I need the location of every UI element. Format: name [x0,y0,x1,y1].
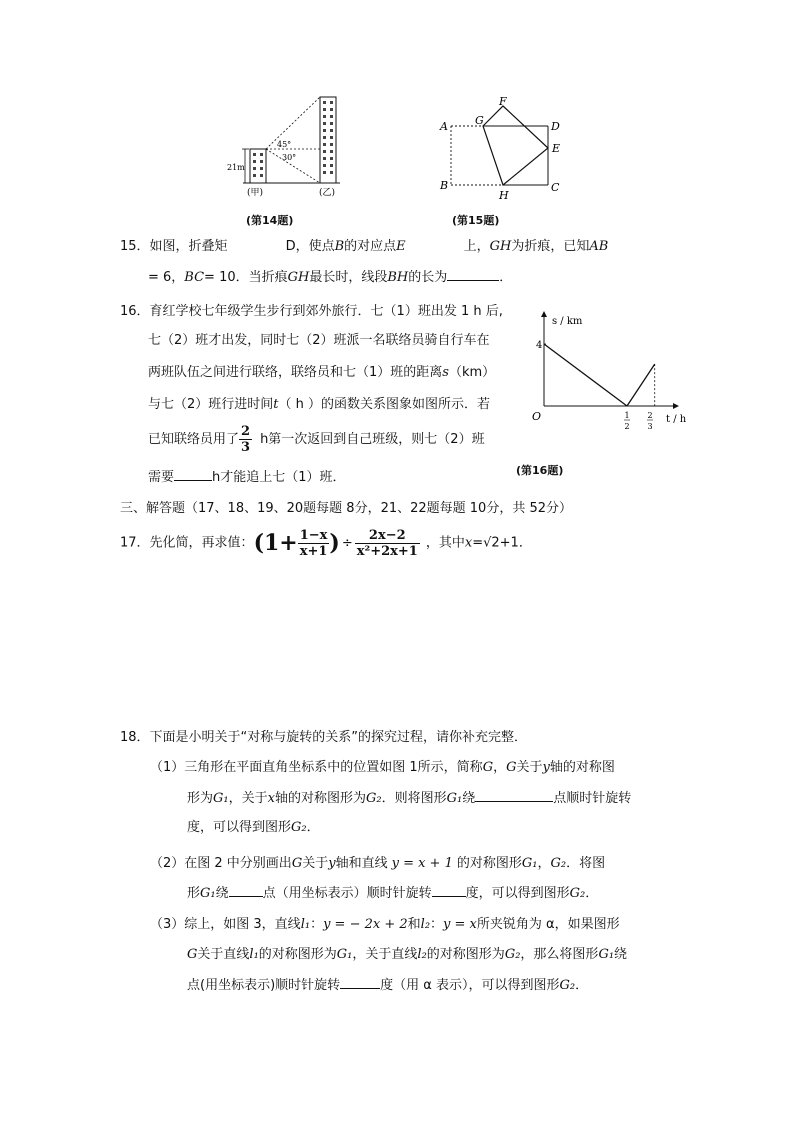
q18-p3-degree-blank[interactable] [340,976,380,989]
x-axis-label: t / h [666,414,687,425]
figure-16 [528,308,698,438]
q18-p2-line1: （2）在图 2 中分别画出G关于y轴和直线 y = x + 1 的对称图形G₁，G₂．将图 [150,856,606,871]
building-yi [320,97,336,183]
y-tick-4: 4 [536,340,543,351]
figure-15-caption: (第15题) [452,214,500,227]
q16-line4: 与七（2）班行进时间t（ h ）的函数关系图象如图所示．若 [148,397,491,412]
q18-p3-line2: G关于直线l₁的对称图形为G₁，关于直线l₂的对称图形为G₂，那么将图形G₁绕 [187,947,628,962]
q15-line2: = 6，BC= 10．当折痕GH最长时，线段BH的长为 ． [148,270,513,285]
x-tick-twothirds-num: 2 [647,411,653,420]
q18-p1-line3: 度，可以得到图形G₂． [187,820,320,835]
q16-line5: 已知联络员用了 $\frac{2}{3}$ h第一次返回到自己班级，则七（2）班 [148,424,485,455]
q16-line6: 需要 h才能追上七（1）班． [148,470,346,485]
q18-p3-line3: 点(用坐标表示)顺时针旋转 度（用 α 表示），可以得到图形G₂． [187,978,589,993]
figure-16-caption: (第16题) [516,464,564,477]
two-thirds-fraction: $\frac{2}{3}$ [241,424,251,455]
angle-30-label: 30° [282,153,297,162]
q18-p1-line2: 形为G₁，关于x轴的对称图形为G₂．则将图形G₁绕 点顺时针旋转 [187,791,632,806]
q16-line1: 16．育红学校七年级学生步行到郊外旅行．七（1）班出发 1 h 后, [120,304,503,319]
q15-answer-blank[interactable] [447,268,499,281]
q16-line2: 七（2）班才出发，同时七（2）班派一名联络员骑自行车在 [148,333,490,348]
q18-p2-point-blank[interactable] [229,884,263,897]
q17-line: 17．先化简，再求值：(1+ $\frac{1-x}{x+1}$ ) ÷ $\frac{2x-2}{\text{x²+2x+1}}$ ，其中x=√2+1． [120,527,532,559]
point-G: G [475,114,484,127]
point-F: F [499,95,507,108]
height-label: 21m [227,163,245,172]
q18-p2-degree-blank[interactable] [432,884,466,897]
q16-line3: 两班队伍之间进行联络，联络员和七（1）班的距离s（km） [148,365,496,380]
y-axis-label: s / km [552,316,583,327]
origin-label: O [532,410,542,423]
figure-14-caption: (第14题) [246,214,294,227]
figure-14 [225,90,355,205]
section-3-heading: 三、解答题（17、18、19、20题每题 8分，21、22题每题 10分，共 52分） [120,501,573,516]
label-jia: (甲) [247,188,264,198]
q16-answer-blank[interactable] [174,468,212,481]
point-C: C [551,181,560,194]
figure-15 [430,95,580,207]
series-descending [544,344,627,406]
point-E: E [552,142,561,155]
q15-line1: 15．如图，折叠矩 D，使点B的对应点E 上，GH为折痕，已知AB [120,239,609,254]
q18-p3-line1: （3）综上，如图 3，直线l₁：y = − 2x + 2和l₂：y = x所夹锐角为 α，如果图形 [150,917,620,932]
q18-p1-line1: （1）三角形在平面直角坐标系中的位置如图 1所示，简称G，G关于y轴的对称图 [150,760,615,775]
folded-quadrilateral [483,106,548,185]
x-tick-half-num: 1 [624,411,630,420]
label-yi: (乙) [319,188,336,198]
q18-intro: 18．下面是小明关于“对称与旋转的关系”的探究过程，请你补充完整． [120,730,528,745]
q18-p2-line2: 形G₁绕 点（用坐标表示）顺时针旋转 度，可以得到图形G₂． [187,886,599,901]
q18-p1-point-blank[interactable] [475,789,553,802]
x-tick-twothirds-den: 3 [647,422,653,431]
angle-45-label: 45° [277,140,292,149]
x-tick-half-den: 2 [624,422,630,431]
building-jia [250,149,266,183]
point-D: D [551,120,560,133]
point-A: A [440,120,448,133]
series-returning [627,364,655,406]
point-B: B [440,179,449,192]
point-H: H [499,189,509,202]
